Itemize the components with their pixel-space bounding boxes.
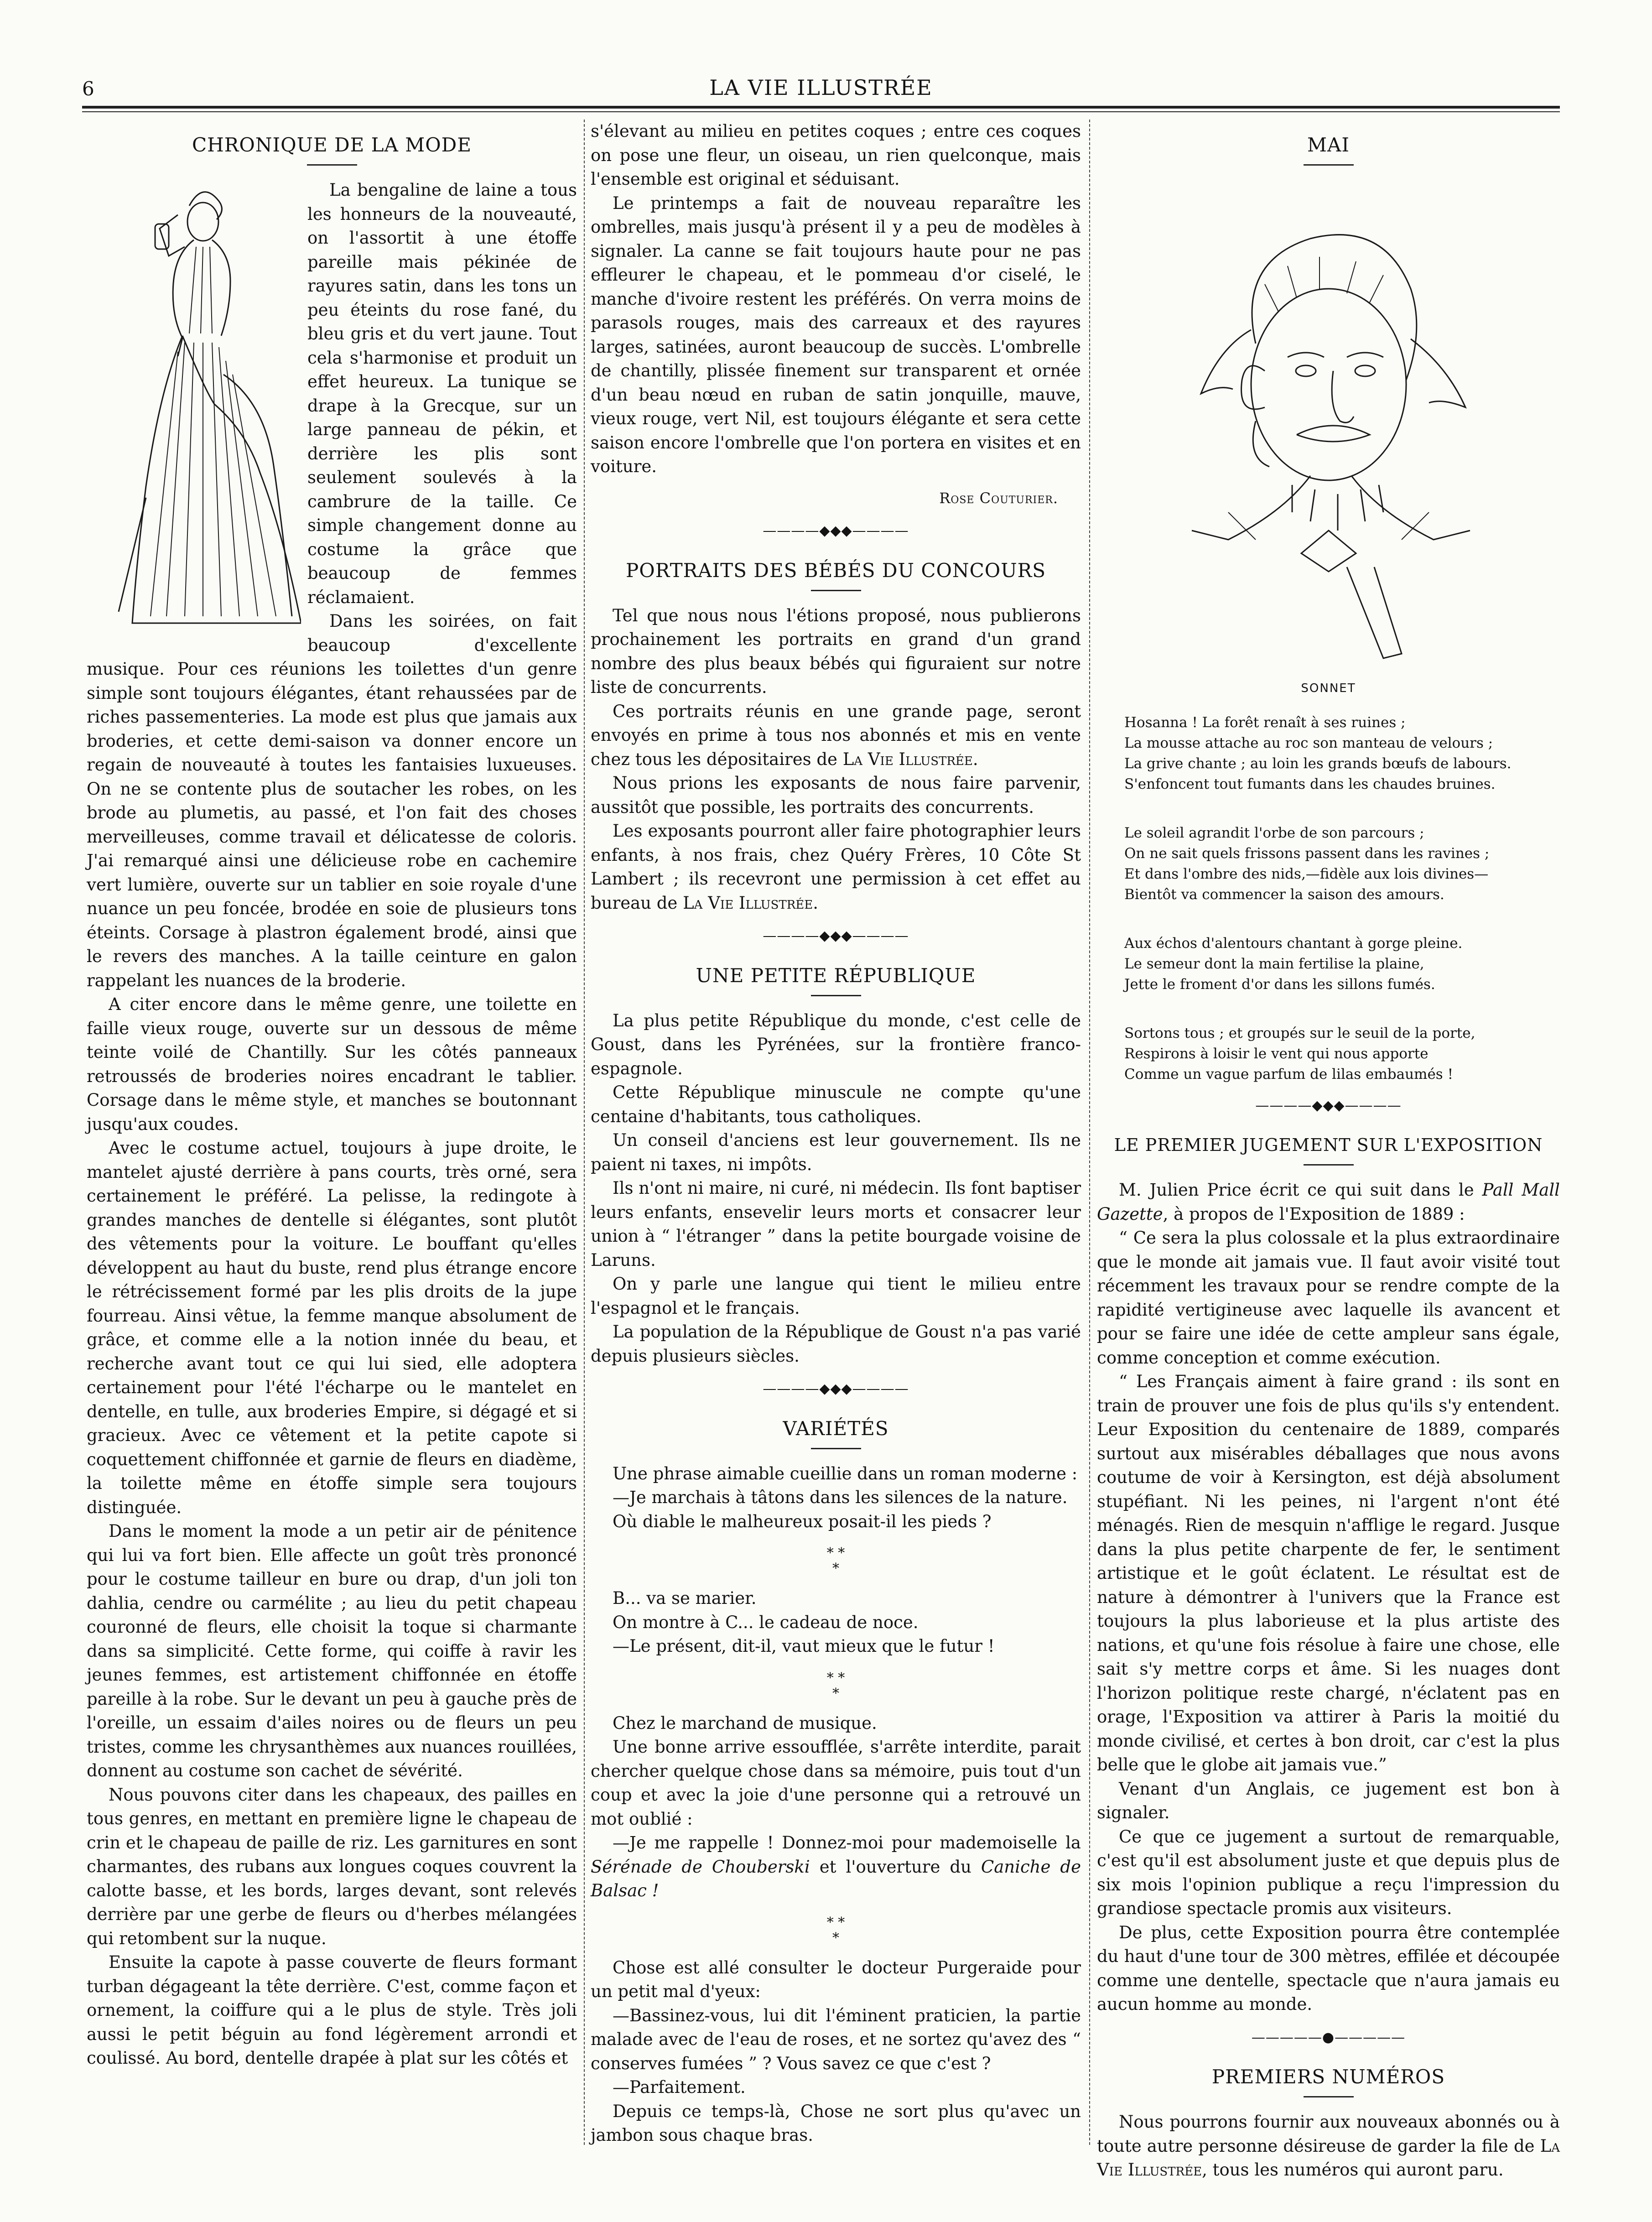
paragraph: Avec le costume actuel, toujours à jupe droite, le mantelet ajusté derrière à pans courts, très orné, sera certainement le préféré. La pelisse, la redingote à grandes manches de dentelle si élégantes, sont plutôt des vêtements pour la voiture. Le bouffant qu'elles développent au haut du buste, rend plus étrange encore le rétrécissement formé par les plis droits de la jupe fourreau. Ainsi vêtue, la femme manque absolument de grâce, et comme elle a la notion innée du beau, et recherche avant tout ce qui lui sied, elle adoptera certainement pour l'été l'écharpe ou le mantelet en dentelle, en tulle, aux broderies Empire, si dégagé et si gracieux. Avec ce vêtement et la petite capote si coquettement chiffonnée et garnie de fleurs en diadème, la toilette même en étoffe simple sera toujours distinguée.: [87, 1138, 577, 1517]
asterism: * * *: [826, 1545, 845, 1577]
work-title: Caniche de Balsac !: [591, 1857, 1081, 1900]
paragraph: On y parle une langue qui tient le milieu entre l'espagnol et le français.: [591, 1274, 1081, 1318]
column-1: [87, 120, 577, 2071]
paragraph: —Je marchais à tâtons dans les silences de la nature.: [613, 1488, 1068, 1507]
section-ornament: —————●—————: [1251, 2029, 1406, 2045]
verse-line: Jette le froment d'or dans les sillons fumés.: [1124, 976, 1435, 993]
verse-line: La mousse attache au roc son manteau de velours ;: [1124, 734, 1493, 751]
fashion-lady-illustration: [87, 178, 301, 644]
paragraph: —Je me rappelle ! Donnez-moi pour mademoiselle la Sérénade de Chouberski et l'ouverture du Caniche de Balsac !: [591, 1833, 1081, 1900]
paragraph: Un conseil d'anciens est leur gouvernement. Ils ne paient ni taxes, ni impôts.: [591, 1130, 1081, 1174]
verse-line: La grive chante ; au loin les grands bœufs de labours.: [1124, 755, 1512, 772]
column-separator: [1089, 120, 1090, 2145]
paragraph: —Le présent, dit-il, vaut mieux que le futur !: [613, 1636, 995, 1656]
paragraph: Cette République minuscule ne compte qu'une centaine d'habitants, tous catholiques.: [591, 1082, 1081, 1126]
paragraph: Nous pourrons fournir aux nouveaux abonnés ou à toute autre personne désireuse de garder la file de La Vie Illustrée, tous les numéros qui auront paru.: [1097, 2112, 1560, 2180]
caricature-illustration: [1174, 193, 1484, 667]
paragraph: Les exposants pourront aller faire photographier leurs enfants, à nos frais, chez Quéry Frères, 10 Côte St Lambert ; ils recevront une permission à cet effet au bureau de La Vie Illustrée.: [591, 821, 1081, 913]
title-dash: [811, 995, 861, 996]
article-title-republique: UNE PETITE RÉPUBLIQUE: [696, 964, 976, 987]
verse-line: Le soleil agrandit l'orbe de son parcours ;: [1124, 824, 1424, 841]
sonnet-title: SONNET: [1301, 682, 1356, 695]
asterism: * * *: [826, 1670, 845, 1702]
article-title-mai: MAI: [1307, 134, 1350, 156]
paragraph: Dans les soirées, on fait beaucoup d'excellente musique. Pour ces réunions les toilettes d'un genre simple sont toujours élégantes, étant rehaussées par de riches passementeries. La mode est plus que jamais aux broderies, et cette demi-saison va donner encore un regain de nouveauté à toutes les fantaisies luxueuses. On ne se contente plus de soutacher les robes, on les brode au plumetis, au passé, et l'on fait des choses merveilleuses, comme travail et délicatesse de coloris. J'ai remarqué ainsi une délicieuse robe en cachemire vert lumière, ouverte sur un tablier en soie royale d'une nuance un peu foncée, brodée en soie de plusieurs tons éteints. Corsage à plastron également brodé, ainsi que le revers des manches. A la taille ceinture en galon rappelant les nuances de la broderie.: [87, 611, 577, 990]
paragraph: La bengaline de laine a tous les honneurs de la nouveauté, on l'assortit à une étoffe pareille mais pékinée de rayures satin, dans les tons un peu éteints du rose fané, du bleu gris et du vert jaune. Tout cela s'harmonise et produit un effet heureux. La tunique se drape à la Grecque, sur un large panneau de pékin, et derrière les plis sont seulement soulevés à la cambrure de la taille. Ce simple changement donne au costume la grâce que beaucoup de femmes réclamaient.: [307, 180, 577, 607]
journal-name: La Vie Illustrée: [842, 749, 973, 769]
paragraph: Chez le marchand de musique.: [613, 1713, 877, 1733]
sonnet-stanza: [1124, 823, 1560, 905]
paragraph: Le printemps a fait de nouveau reparaître les ombrelles, mais jusqu'à présent il y a peu de modèles à signaler. La canne se fait toujours haute pour ne pas effleurer le chapeau, et le pommeau d'or ciselé, le manche d'ivoire restent les préférés. On verra moins de parasols rouges, mais des carreaux et des rayures larges, satinées, auront beaucoup de succès. L'ombrelle de chantilly, plissée finement sur transparent et ornée d'un beau nœud en ruban de satin jonquille, mauve, vieux rouge, vert Nil, est toujours élégante et sera cette saison encore l'ombrelle que l'on portera en visites et en voiture.: [591, 193, 1081, 476]
paragraph: “ Ce sera la plus colossale et la plus extraordinaire que le monde ait jamais vue. Il faut avoir visité tout récemment les travaux pour se rendre compte de la rapidité vertigineuse avec laquelle ils avancent et pour se faire une idée de cette ampleur sans égale, comme conception et comme exécution.: [1097, 1228, 1560, 1368]
verse-line: Sortons tous ; et groupés sur le seuil de la porte,: [1124, 1025, 1475, 1041]
title-dash: [1304, 164, 1354, 166]
paragraph: s'élevant au milieu en petites coques ; entre ces coques on pose une fleur, un oiseau, un rien quelconque, mais l'ensemble est original et séduisant.: [591, 121, 1081, 189]
paragraph: Ils n'ont ni maire, ni curé, ni médecin. Ils font baptiser leurs enfants, ensevelir leurs morts et consacrer leur union à “ l'étranger ” dans la petite bourgade voisine de Laruns.: [591, 1178, 1081, 1270]
paragraph: —Bassinez-vous, lui dit l'éminent praticien, la partie malade avec de l'eau de roses, et ne sortez qu'avez des “ conserves fumées ” ? Vous savez ce que c'est ?: [591, 2005, 1081, 2073]
journal-name: La Vie Illustrée: [683, 893, 813, 913]
sonnet-stanza: [1124, 713, 1560, 795]
author-signature: Rose Couturier.: [939, 489, 1058, 507]
paragraph: M. Julien Price écrit ce qui suit dans le Pall Mall Gazette, à propos de l'Exposition de 1889 :: [1097, 1180, 1560, 1224]
paragraph: La plus petite République du monde, c'est celle de Goust, dans les Pyrénées, sur la frontière franco-espagnole.: [591, 1010, 1081, 1078]
paragraph: Ces portraits réunis en une grande page, seront envoyés en prime à tous nos abonnés et mis en vente chez tous les dépositaires de La Vie Illustrée.: [591, 701, 1081, 769]
running-title: LA VIE ILLUSTRÉE: [709, 75, 933, 100]
section-ornament: ————◆◆◆————: [763, 928, 909, 944]
title-dash: [1304, 1164, 1354, 1166]
paragraph: Ensuite la capote à passe couverte de fleurs formant turban dégageant la tête derrière. C'est, comme façon et ornement, la coiffure qui a le plus de style. Très joli aussi le petit béguin au fond légèrement arrondi et coulissé. Au bord, dentelle drapée à plat sur les côtés et: [87, 1952, 577, 2068]
newspaper-name: Pall Mall Gazette: [1097, 1180, 1560, 1224]
header-rule-thick: [82, 106, 1560, 109]
verse-line: Et dans l'ombre des nids,—fidèle aux lois divines—: [1124, 865, 1489, 882]
article-title-portraits: PORTRAITS DES BÉBÉS DU CONCOURS: [626, 559, 1046, 582]
title-dash: [811, 1448, 861, 1449]
sonnet-stanza: [1124, 933, 1560, 995]
verse-line: Respirons à loisir le vent qui nous apporte: [1124, 1045, 1429, 1062]
paragraph: B... va se marier.: [613, 1588, 757, 1608]
verse-line: On ne sait quels frissons passent dans les ravines ;: [1124, 845, 1490, 862]
page-number: 6: [82, 78, 94, 100]
paragraph: Venant d'un Anglais, ce jugement est bon à signaler.: [1097, 1779, 1560, 1822]
section-ornament: ————◆◆◆————: [1255, 1097, 1402, 1114]
article-title-varietes: VARIÉTÉS: [783, 1417, 889, 1440]
column-2: [591, 120, 1081, 2148]
section-ornament: ————◆◆◆————: [763, 523, 909, 539]
paragraph: Depuis ce temps-là, Chose ne sort plus qu'avec un jambon sous chaque bras.: [591, 2101, 1081, 2145]
verse-line: S'enfoncent tout fumants dans les chaudes bruines.: [1124, 775, 1496, 792]
journal-name: La Vie Illustrée: [1097, 2136, 1560, 2180]
article-title-mode: CHRONIQUE DE LA MODE: [192, 134, 472, 156]
paragraph: A citer encore dans le même genre, une toilette en faille vieux rouge, ouverte sur un dessous de même teinte voilé de Chantilly. Sur les côtés panneaux retroussés de broderies noires encadrant le tablier. Corsage dans le même style, et manches se boutonnant jusqu'aux coudes.: [87, 994, 577, 1134]
verse-line: Comme un vague parfum de lilas embaumés !: [1124, 1066, 1454, 1082]
paragraph: Une bonne arrive essoufflée, s'arrête interdite, parait chercher quelque chose dans sa mémoire, puis tout d'un coup et avec la joie d'une personne qui a retrouvé un mot oublié :: [591, 1737, 1081, 1829]
article-title-exposition: LE PREMIER JUGEMENT SUR L'EXPOSITION: [1114, 1135, 1543, 1155]
paragraph: Dans le moment la mode a un petir air de pénitence qui lui va fort bien. Elle affecte un goût très prononcé pour le costume tailleur en bure ou drap, d'un joli ton dahlia, cendre ou carmélite ; au lieu du petit chapeau couronné de fleurs, elle choisit la toque si charmante dans sa simplicité. Cette forme, qui coiffe à ravir les jeunes femmes, est artistement chiffonnée en étoffe pareille à la robe. Sur le devant un peu à gauche près de l'oreille, un essaim d'ailes noires ou de fleurs un peu tristes, comme les chrysanthèmes aux nuances rouillées, donnent au costume son cachet de sévérité.: [87, 1521, 577, 1780]
title-dash: [1304, 2096, 1354, 2097]
paragraph: De plus, cette Exposition pourra être contemplée du haut d'une tour de 300 mètres, effilée et découpée comme une dentelle, spectacle que n'aura jamais eu aucun homme au monde.: [1097, 1922, 1560, 2014]
verse-line: Le semeur dont la main fertilise la plaine,: [1124, 955, 1424, 972]
verse-line: Aux échos d'alentours chantant à gorge pleine.: [1124, 935, 1463, 952]
verse-line: Hosanna ! La forêt renaît à ses ruines ;: [1124, 714, 1406, 731]
paragraph: Nous pouvons citer dans les chapeaux, des pailles en tous genres, en mettant en première ligne le chapeau de crin et le chapeau de paille de riz. Les garnitures en sont charmantes, des rubans aux longues coques couvrent la calotte basse, et les bords, larges devant, sont relevés derrière par une gerbe de fleurs ou d'herbes mélangées qui retombent sur la nuque.: [87, 1785, 577, 1948]
paragraph: La population de la République de Goust n'a pas varié depuis plusieurs siècles.: [591, 1322, 1081, 1366]
title-dash: [307, 164, 357, 166]
title-dash: [811, 590, 861, 591]
paragraph: Une phrase aimable cueillie dans un roman moderne :: [613, 1463, 1078, 1483]
column-3: [1097, 120, 1560, 2182]
paragraph: Chose est allé consulter le docteur Purgeraide pour un petit mal d'yeux:: [591, 1957, 1081, 2001]
work-title: Sérénade de Chouberski: [591, 1857, 810, 1877]
paragraph: Ce que ce jugement a surtout de remarquable, c'est qu'il est absolument juste et que depuis plus de six mois l'opinion publique a reçu l'impression du grandiose spectacle promis aux visiteurs.: [1097, 1827, 1560, 1918]
column-separator: [584, 120, 585, 2145]
header-rule-thin: [82, 111, 1560, 112]
paragraph: Où diable le malheureux posait-il les pieds ?: [613, 1511, 992, 1531]
sonnet-stanza: [1124, 1023, 1560, 1085]
asterism: * * *: [826, 1914, 845, 1946]
paragraph: —Parfaitement.: [613, 2077, 746, 2097]
article-title-numeros: PREMIERS NUMÉROS: [1211, 2066, 1445, 2088]
verse-line: Bientôt va commencer la saison des amours.: [1124, 886, 1444, 903]
paragraph: Tel que nous nous l'étions proposé, nous publierons prochainement les portraits en grand d'un grand nombre des plus beaux bébés qui figuraient sur notre liste de concurrents.: [591, 605, 1081, 697]
paragraph: “ Les Français aiment à faire grand : ils sont en train de prouver une fois de plus qu'ils s'y entendent. Leur Exposition du centenaire de 1889, comparés surtout aux misérables déballages que nous avons coutume de voir à Kersington, est déjà absolument stupéfiant. Ni les peines, ni l'argent n'ont été ménagés. Rien de mesquin n'afflige le regard. Jusque dans la plus petite charpente de fer, le sentiment artistique et le goût éclatent. Le résultat est de nature à démontrer à l'univers que la France est toujours la plus laborieuse et la plus artiste des nations, et qu'une fois résolue à faire une chose, elle sait s'y mettre corps et âme. Si les nuages dont l'horizon politique reste chargé, n'éclatent pas en orage, l'Exposition va attirer à Paris la moitié du monde civilisé, et certes à bon droit, car c'est la plus belle que le globe ait jamais vue.”: [1097, 1372, 1560, 1774]
paragraph: Nous prions les exposants de nous faire parvenir, aussitôt que possible, les portraits des concurrents.: [591, 773, 1081, 817]
section-ornament: ————◆◆◆————: [763, 1381, 909, 1397]
paragraph: On montre à C... le cadeau de noce.: [613, 1612, 919, 1632]
